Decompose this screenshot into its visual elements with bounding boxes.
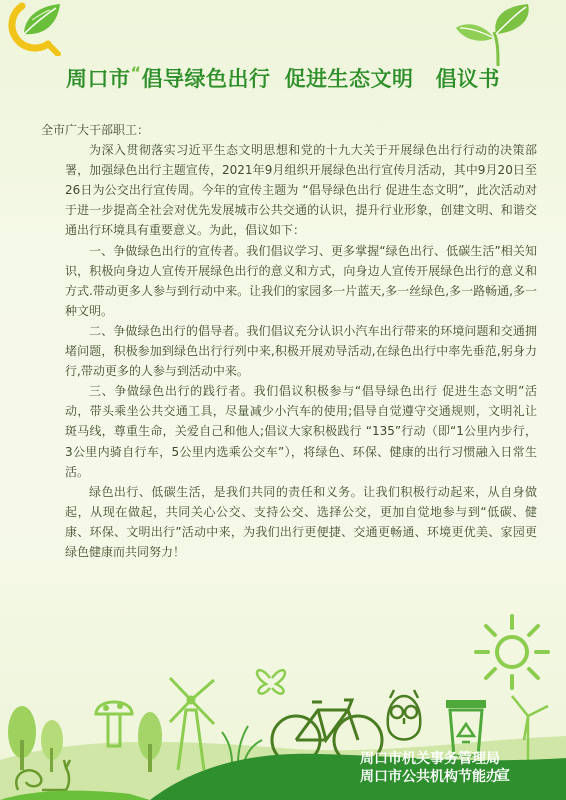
owl-icon [388,690,421,740]
paragraph-two: 二、争做绿色出行的倡导者。我们倡议充分认识小汽车出行带来的环境问题和交通拥堵问题，积极参加到绿色出行行列中来,积极开展劝导活动,在绿色出行中率先垂范,躬身力行,带动更多的人参与到活动中来。 [65,323,537,379]
issuer-2: 周口市公共机构节能办 [360,769,500,785]
leaf-sun-logo-icon [2,0,68,56]
page-title [0,63,566,93]
issuer-block [360,750,500,786]
butterfly-icon [257,670,285,693]
sprout-leaf-icon [452,2,544,68]
title-quote-mark: “ [130,63,142,82]
title-part-2: 促进生态文明 [284,67,414,91]
salutation: 全市广大干部职工： [41,123,150,137]
paragraph-closing: 绿色出行、低碳生活，是我们共同的责任和义务。让我们积极行动起来，从自身做起，从现在做起，共同关心公交、支持公交、选择公交，更加自觉地参与到“低碳、健康、环保、文明出行”活动中来，为我们出行更便捷、交通更畅通、环境更优美、家园更绿色健康而共同努力！ [65,484,537,559]
paragraph-intro: 为深入贯彻落实习近平生态文明思想和党的十九大关于开展绿色出行行动的决策部署，加强绿色出行主题宣传，2021年9月组织开展绿色出行宣传月活动，其中9月20日至26日为公交出行宣传周。今年的宣传主题为 “倡导绿色出行 促进生态文明”，此次活动对于进一步提高全社会对优先发展城市公共交通的认识，提升行业形象，创建文明、和谐交通出行环境具有重要意义。为此，倡议如下： [65,143,537,238]
mushroom-icon [96,702,132,746]
paragraph-three: 三、争做绿色出行的践行者。我们倡议积极参与“倡导绿色出行 促进生态文明”活动，带头乘坐公共交通工具，尽量减少小汽车的使用;倡导自觉遵守交通规则，文明礼让斑马线，尊重生命，关爱自己和他人;倡议大家积极践行 “135”行动（即“1公里内步行，3公里内骑自行车，5公里内选乘公交车”），将绿色、环保、健康的出行习惯融入日常生活。 [65,384,537,479]
title-part-3: 倡议书 [435,67,500,91]
title-city: 周口市 [65,67,131,91]
title-part-1: 倡导绿色出行 [141,67,271,91]
letter-body [41,120,537,562]
issuer-1: 周口市机关事务管理局 [360,751,500,767]
paragraph-one: 一、争做绿色出行的宣传者。我们倡议学习、更多掌握“绿色出行、低碳生活”相关知识，积极向身边人宣传开展绿色出行的意义和方式，向身边人宣传开展绿色出行的意义和方式.带动更多人参与到行动中来。让我们的家园多一片蓝天,多一丝绿色,多一路畅通,多一种文明。 [65,243,537,318]
issuer-suffix: 宣 [496,768,510,784]
